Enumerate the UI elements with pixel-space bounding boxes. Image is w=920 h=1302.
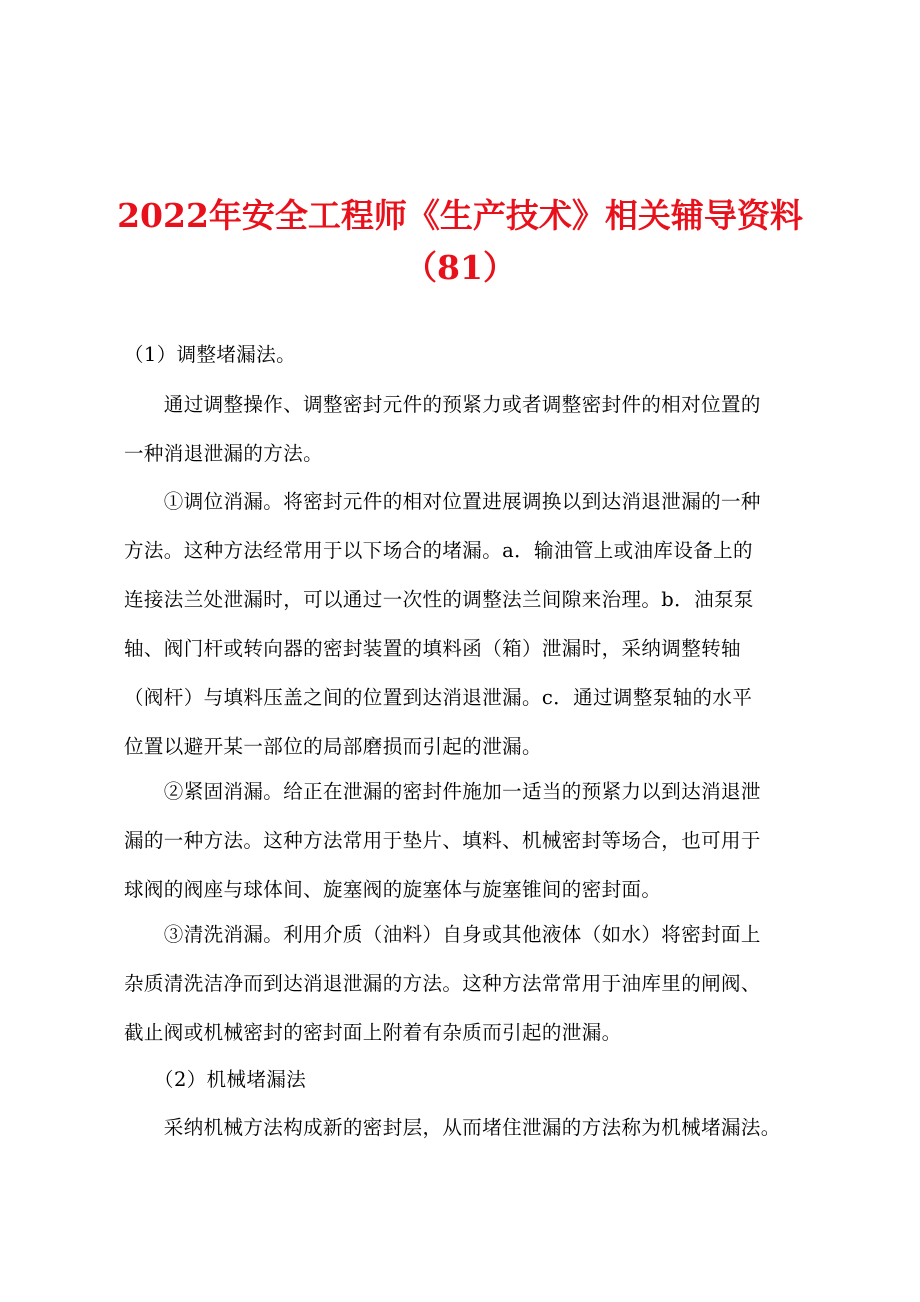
- text-line: 轴、阀门杆或转向器的密封装置的填料函（箱）泄漏时，采纳调整转轴: [124, 637, 741, 660]
- section-heading-2: [124, 1055, 824, 1104]
- text-line: （1）调整堵漏法。: [124, 343, 297, 366]
- paragraph-item-3: [124, 910, 824, 1057]
- document-title-line-2: （81）: [404, 248, 516, 287]
- section-heading-1: [124, 330, 824, 379]
- text-line: 位置以避开某一部位的局部磨损而引起的泄漏。: [124, 735, 542, 758]
- text-line: 球阀的阀座与球体间、旋塞阀的旋塞体与旋塞锥间的密封面。: [124, 878, 662, 901]
- text-line: 截止阀或机械密封的密封面上附着有杂质而引起的泄漏。: [124, 1021, 622, 1044]
- paragraph-item-2: [124, 767, 824, 914]
- text-line: （2）机械堵漏法: [124, 1068, 307, 1091]
- document-title-line-1: 2022年安全工程师《生产技术》相关辅导资料: [117, 196, 803, 235]
- text-line: ①调位消漏。将密封元件的相对位置进展调换以到达消退泄漏的一种: [124, 490, 761, 513]
- text-line: 采纳机械方法构成新的密封层，从而堵住泄漏的方法称为机械堵漏法。: [124, 1116, 781, 1139]
- text-line: 一种消退泄漏的方法。: [124, 442, 324, 465]
- text-line: 通过调整操作、调整密封元件的预紧力或者调整密封件的相对位置的: [124, 393, 761, 416]
- text-line: （阀杆）与填料压盖之间的位置到达消退泄漏。c．通过调整泵轴的水平: [124, 686, 753, 709]
- paragraph-mechanical: [124, 1103, 824, 1152]
- text-line: 杂质清洗洁净而到达消退泄漏的方法。这种方法常常用于油库里的闸阀、: [124, 972, 761, 995]
- text-line: ③清洗消漏。利用介质（油料）自身或其他液体（如水）将密封面上: [124, 923, 761, 946]
- paragraph-item-1: [124, 477, 824, 771]
- text-line: 连接法兰处泄漏时，可以通过一次性的调整法兰间隙来治理。b．油泵泵: [124, 588, 754, 611]
- text-line: 漏的一种方法。这种方法常用于垫片、填料、机械密封等场合，也可用于: [124, 829, 761, 852]
- text-line: 方法。这种方法经常用于以下场合的堵漏。a．输油管上或油库设备上的: [124, 539, 753, 562]
- paragraph-intro: [124, 380, 824, 478]
- text-line: ②紧固消漏。给正在泄漏的密封件施加一适当的预紧力以到达消退泄: [124, 780, 761, 803]
